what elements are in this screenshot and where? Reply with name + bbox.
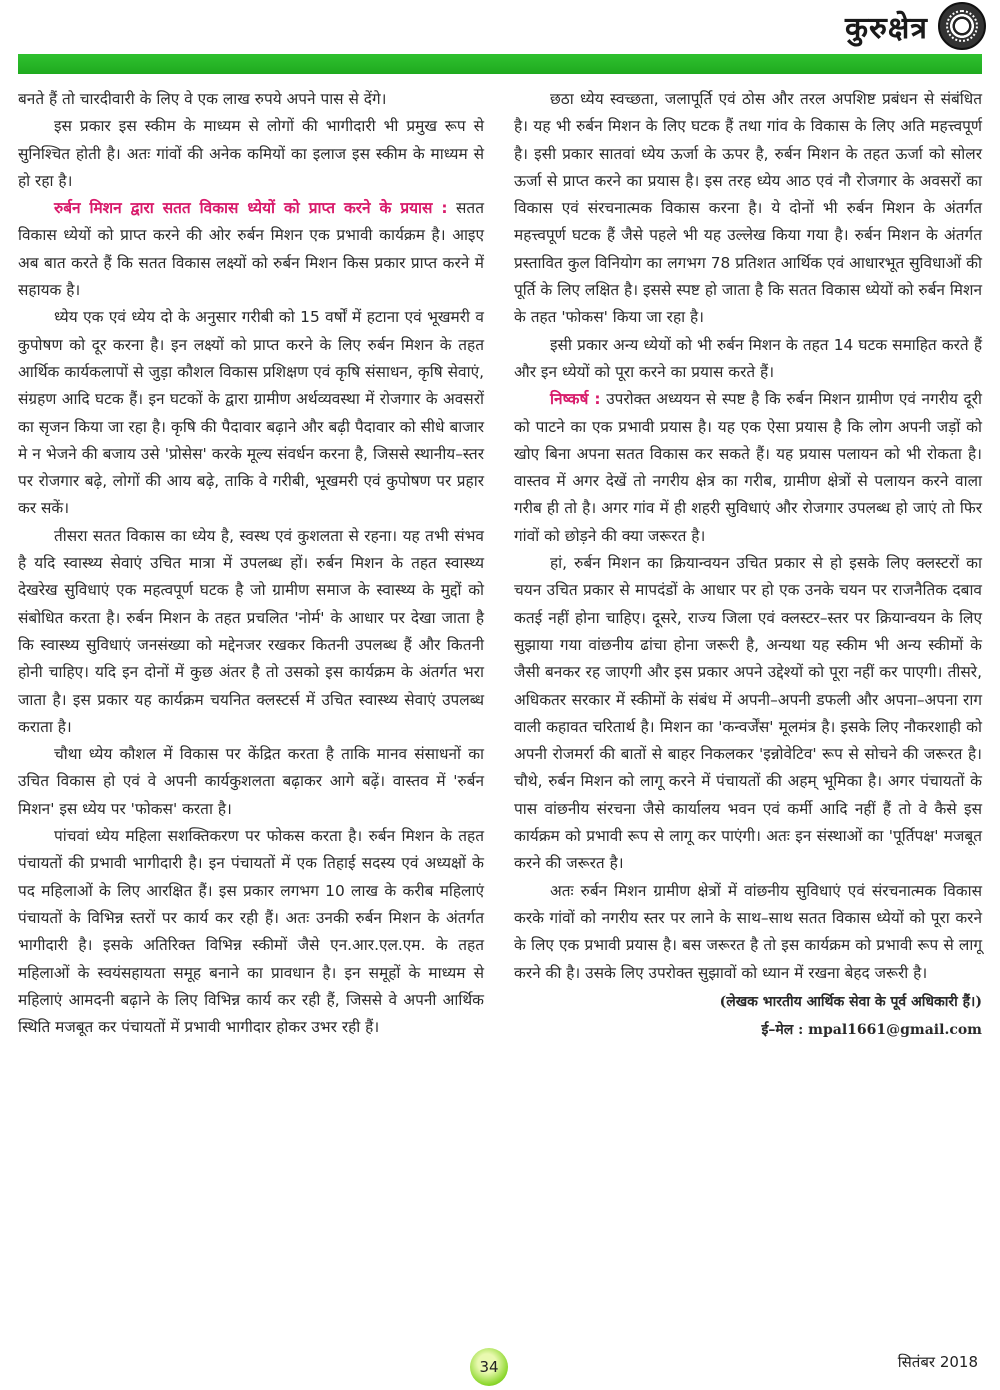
left-column [18, 86, 484, 1041]
page-number-badge [470, 1348, 508, 1386]
paragraph: इस प्रकार इस स्कीम के माध्यम से लोगों की भागीदारी भी प्रमुख रूप से सुनिश्चित होती है। अतः गांवों की अनेक कमियों का इलाज इस स्कीम के माध्यम से हो रहा है। [18, 117, 484, 190]
section-paragraph [18, 195, 484, 304]
author-note: (लेखक भारतीय आर्थिक सेवा के पूर्व अधिकारी हैं।) [719, 993, 982, 1010]
magazine-title: कुरुक्षेत्र [844, 10, 928, 46]
section-heading: रुर्बन मिशन द्वारा सतत विकास ध्येयों को प्राप्त करने के प्रयास : [54, 199, 448, 218]
paragraph: तीसरा सतत विकास का ध्येय है, स्वस्थ एवं कुशलता से रहना। यह तभी संभव है यदि स्वास्थ्य सेवाएं उचित मात्रा में उपलब्ध हों। रुर्बन मिशन के तहत स्वास्थ्य देखरेख सुविधाएं एक महत्वपूर्ण घटक है जो ग्रामीण समाज के स्वास्थ्य के मुद्दों को संबोधित करता है। रुर्बन मिशन के तहत प्रचलित 'नोर्म' के आधार पर देखा जाता है कि स्वास्थ्य सुविधाएं जनसंख्या को मद्देनजर रखकर कितनी उपलब्ध हैं और कितनी होनी चाहिए। यदि इन दोनों में कुछ अंतर है तो उसको इस कार्यक्रम के अंतर्गत भरा जाता है। इस प्रकार यह कार्यक्रम चयनित क्लस्टर्स में उचित स्वास्थ्य सेवाएं उपलब्ध कराता है। [18, 526, 484, 736]
conclusion-paragraph [514, 386, 982, 550]
author-email-line [514, 1017, 982, 1043]
paragraph: अतः रुर्बन मिशन ग्रामीण क्षेत्रों में वांछनीय सुविधाएं एवं संरचनात्मक विकास करके गांवों को नगरीय स्तर पर लाने के साथ–साथ सतत विकास ध्येयों को पूरा करने के लिए एक प्रभावी प्रयास है। बस जरूरत है तो इस कार्यक्रम को प्रभावी रूप से लागू करने की है। उसके लिए उपरोक्त सुझावों को ध्यान में रखना बेहद जरूरी है। [514, 881, 982, 982]
page-number: 34 [479, 1358, 499, 1376]
paragraph: छठा ध्येय स्वच्छता, जलापूर्ति एवं ठोस और तरल अपशिष्ट प्रबंधन से संबंधित है। यह भी रुर्बन मिशन के लिए घटक हैं तथा गांव के विकास के लिए अति महत्त्वपूर्ण है। इसी प्रकार सातवां ध्येय ऊर्जा के ऊपर है, रुर्बन मिशन के तहत ऊर्जा को सोलर ऊर्जा से प्राप्त करने का प्रयास है। इस तरह ध्येय आठ एवं नौ रोजगार के अवसरों का विकास एवं संरचनात्मक विकास करना है। ये दोनों भी रुर्बन मिशन के अंतर्गत महत्त्वपूर्ण घटक हैं जैसे पहले भी यह उल्लेख किया गया है। रुर्बन मिशन के अंतर्गत प्रस्तावित कुल विनियोग का लगभग 78 प्रतिशत आर्थिक एवं आधारभूत सुविधाओं की पूर्ति के लिए लक्षित है। इससे स्पष्ट हो जाता है कि सतत विकास ध्येयों को रुर्बन मिशन के तहत 'फोकस' किया जा रहा है। [514, 90, 983, 327]
paragraph: चौथा ध्येय कौशल में विकास पर केंद्रित करता है ताकि मानव संसाधनों का उचित विकास हो एवं वे अपनी कार्यकुशलता बढ़ाकर आगे बढ़ें। वास्तव में 'रुर्बन मिशन' इस ध्येय पर 'फोकस' करता है। [18, 745, 484, 818]
email-label: ई–मेल : [761, 1021, 804, 1038]
paragraph: बनते हैं तो चारदीवारी के लिए वे एक लाख रुपये अपने पास से देंगे। [18, 90, 387, 108]
magazine-emblem-icon [938, 2, 986, 50]
paragraph: हां, रुर्बन मिशन का क्रियान्वयन उचित प्रकार से हो इसके लिए क्लस्टरों का चयन उचित प्रकार से मापदंडों के आधार पर हो एक उनके चयन पर राजनैतिक दबाव कतई नहीं होना चाहिए। दूसरे, राज्य जिला एवं क्लस्टर–स्तर पर क्रियान्वयन के लिए सुझाया गया वांछनीय ढांचा होना जरूरी है, अन्यथा यह स्कीम भी अन्य स्कीमों के जैसी बनकर रह जाएगी और इस प्रकार अपने उद्देश्यों को पूरा नहीं कर पाएगी। तीसरे, अधिकतर सरकार में स्कीमों के संबंध में अपनी–अपनी डफली और अपना–अपना राग वाली कहावत चरितार्थ है। मिशन का 'कन्वर्जेंस' मूलमंत्र है। इसके लिए नौकरशाही को अपनी रोजमर्रा की बातों से बाहर निकलकर 'इन्नोवेटिव' रूप से सोचने की जरूरत है। चौथे, रुर्बन मिशन को लागू करने में पंचायतों की अहम् भूमिका है। अगर पंचायतों के पास वांछनीय संरचना जैसे कार्यालय भवन एवं कर्मी आदि नहीं हैं तो वे कैसे इस कार्यक्रम को प्रभावी रूप से लागू कर पाएंगी। अतः इन संस्थाओं का 'पूर्तिपक्ष' मजबूत करने की जरूरत है। [514, 554, 982, 873]
paragraph: इसी प्रकार अन्य ध्येयों को भी रुर्बन मिशन के तहत 14 घटक समाहित करते हैं और इन ध्येयों को पूरा करने का प्रयास करते हैं। [514, 335, 982, 381]
header-accent-bar [18, 54, 982, 74]
conclusion-body: उपरोक्त अध्ययन से स्पष्ट है कि रुर्बन मिशन ग्रामीण एवं नगरीय दूरी को पाटने का एक प्रभावी प्रयास है। यह एक ऐसा प्रयास है कि लोग अपनी जड़ों को खोए बिना अपना सतत विकास कर सकते हैं। यह प्रयास पलायन को भी रोकता है। वास्तव में अगर देखें तो नगरीय क्षेत्र का गरीब, ग्रामीण क्षेत्रों से पलायन करने वाला गरीब ही तो है। अगर गांव में ही शहरी सुविधाएं और रोजगार उपलब्ध हो जाएं तो फिर गांवों को छोड़ने की क्या जरूरत है। [514, 390, 982, 545]
conclusion-heading: निष्कर्ष : [550, 390, 601, 409]
masthead [845, 2, 986, 50]
paragraph: ध्येय एक एवं ध्येय दो के अनुसार गरीबी को 15 वर्षों में हटाना एवं भूखमरी व कुपोषण को दूर करना है। इन लक्ष्यों को प्राप्त करने के लिए रुर्बन मिशन के तहत आर्थिक कार्यकलापों से जुड़ा कौशल विकास प्रशिक्षण एवं कृषि संसाधन, कृषि सेवाएं, संग्रहण आदि घटक हैं। इन घटकों के द्वारा ग्रामीण अर्थव्यवस्था में रोजगार के अवसरों का सृजन किया जा रहा है। कृषि की पैदावार बढ़ाने और बढ़ी पैदावार को सीधे बाजार मे न भेजने की बजाय उसे 'प्रोसेस' करके मूल्य संवर्धन करना है, जिससे स्थानीय–स्तर पर रोजगार बढ़े, लोगों की आय बढ़े, ताकि वे गरीबी, भूखमरी एवं कुपोषण पर प्रहार कर सकें। [18, 308, 484, 518]
paragraph: पांचवां ध्येय महिला सशक्तिकरण पर फोकस करता है। रुर्बन मिशन के तहत पंचायतों की प्रभावी भागीदारी है। इन पंचायतों में एक तिहाई सदस्य एवं अध्यक्षों के पद महिलाओं के लिए आरक्षित हैं। इस प्रकार लगभग 10 लाख के करीब महिलाएं पंचायतों के विभिन्न स्तरों पर कार्य कर रही हैं। अतः उनकी रुर्बन मिशन के अंतर्गत भागीदारी है। इसके अतिरिक्त विभिन्न स्कीमों जैसे एन.आर.एल.एम. के तहत महिलाओं के स्वयंसहायता समूह बनाने का प्रावधान है। इन समूहों के माध्यम से महिलाएं आमदनी बढ़ाने के लिए विभिन्न कार्य कर रही हैं, जिससे वे अपनी आर्थिक स्थिति मजबूत कर पंचायतों में प्रभावी भागीदार होकर उभर रही हैं। [18, 827, 484, 1037]
right-column [514, 86, 982, 1043]
author-email-link[interactable]: mpal1661@gmail.com [808, 1021, 982, 1038]
issue-date: सितंबर 2018 [897, 1353, 978, 1371]
section-body: सतत विकास ध्येयों को प्राप्त करने की ओर रुर्बन मिशन एक प्रभावी कार्यक्रम है। आइए अब बात करते हैं कि सतत विकास लक्ष्यों को रुर्बन मिशन किस प्रकार प्राप्त करने में सहायक है। [18, 199, 484, 300]
